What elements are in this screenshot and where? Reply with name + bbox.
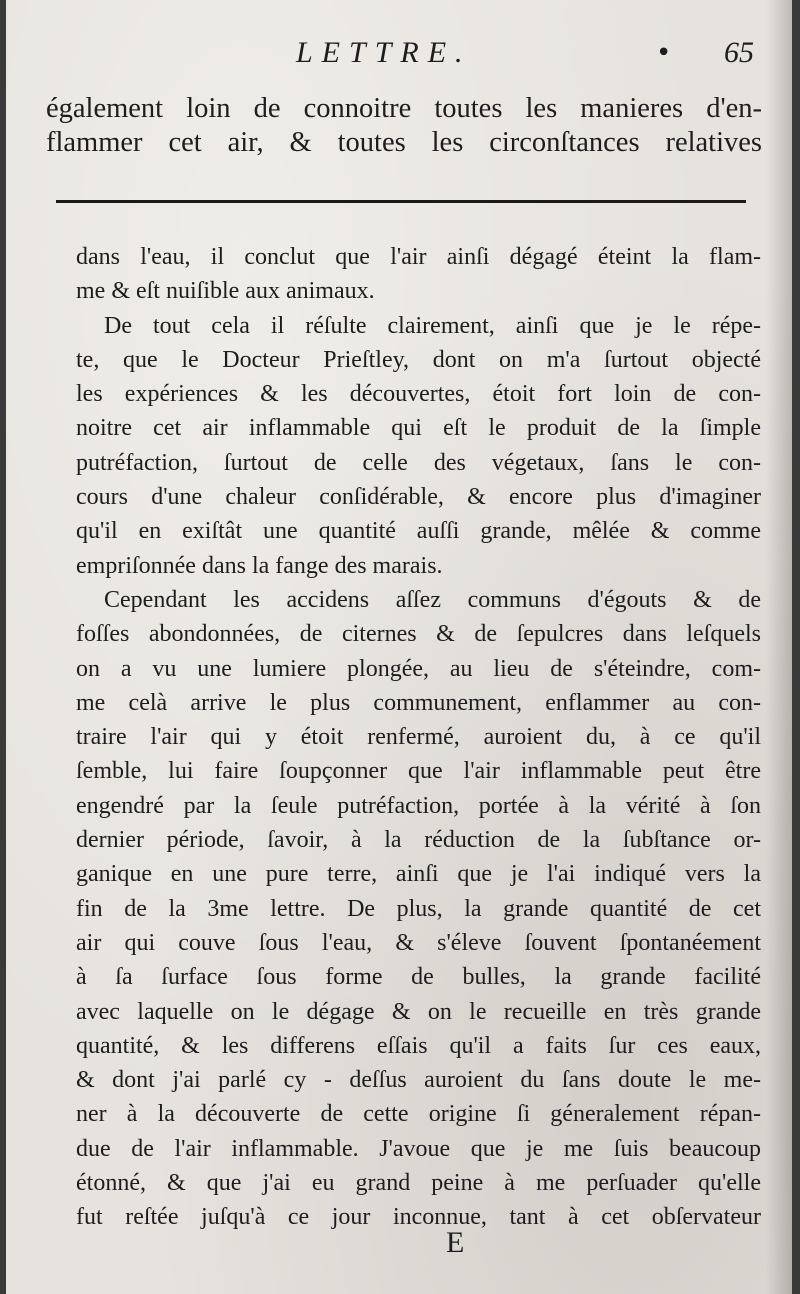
- text-line: empriſonnée dans la fange des marais.: [76, 552, 443, 579]
- text-line: dernier période, ſavoir, à la réduction de la ſubſtance or-: [76, 827, 761, 854]
- text-line: me & eſt nuiſible aux animaux.: [76, 278, 375, 305]
- text-line: étonné, & que j'ai eu grand peine à me perſuader qu'elle: [76, 1170, 761, 1197]
- running-title: LETTRE.: [296, 36, 472, 69]
- horizontal-rule: [56, 200, 746, 203]
- text-line: on a vu une lumiere plongée, au lieu de s'éteindre, com-: [76, 655, 761, 682]
- page-edge-shadow: [766, 0, 792, 1294]
- body-text: [76, 240, 761, 1235]
- text-line: traire l'air qui y étoit renfermé, auroient du, à ce qu'il: [76, 724, 761, 751]
- paragraph: [76, 240, 761, 309]
- text-line: & dont j'ai parlé cy - deſſus auroient du ſans doute le me-: [76, 1067, 761, 1094]
- text-line: noitre cet air inflammable qui eſt le produit de la ſimple: [76, 415, 761, 442]
- text-line: me celà arrive le plus communement, enflammer au con-: [76, 689, 761, 716]
- running-head-dot: •: [656, 38, 672, 68]
- overflow-lines: [46, 92, 762, 160]
- text-line: putréfaction, ſurtout de celle des végetaux, ſans le con-: [76, 449, 761, 476]
- text-line: ganique en une pure terre, ainſi que je l'ai indiqué vers la: [76, 861, 761, 888]
- paragraph: [76, 583, 761, 1235]
- text-line: te, que le Docteur Prieſtley, dont on m'a ſurtout objecté: [76, 346, 761, 373]
- text-line: dans l'eau, il conclut que l'air ainſi dégagé éteint la flam-: [76, 244, 761, 270]
- text-line: fut reſtée juſqu'à ce jour inconnue, tant à cet obſervateur: [76, 1204, 761, 1231]
- text-line: engendré par la ſeule putréfaction, portée à la vérité à ſon: [76, 792, 761, 819]
- text-line: avec laquelle on le dégage & on le recueille en très grande: [76, 998, 761, 1025]
- signature-mark: E: [446, 1226, 465, 1259]
- text-line: ſemble, lui faire ſoupçonner que l'air inflammable peut être: [76, 758, 761, 785]
- text-line: également loin de connoitre toutes les manieres d'en-: [46, 93, 762, 124]
- paragraph: [76, 309, 761, 583]
- text-line: De tout cela il réſulte clairement, ainſi que je le répe-: [104, 312, 761, 339]
- text-line: air qui couve ſous l'eau, & s'éleve ſouvent ſpontanéement: [76, 929, 761, 956]
- text-line: due de l'air inflammable. J'avoue que je me ſuis beaucoup: [76, 1135, 761, 1162]
- page-number: 65: [724, 36, 754, 69]
- text-line: ner à la découverte de cette origine ſi géneralement répan-: [76, 1101, 761, 1128]
- text-line: flammer cet air, & toutes les circonſtances relatives: [46, 127, 762, 158]
- text-line: les expériences & les découvertes, étoit fort loin de con-: [76, 381, 761, 408]
- running-head: [6, 36, 792, 76]
- text-line: fin de la 3me lettre. De plus, la grande quantité de cet: [76, 895, 761, 922]
- book-page: [6, 0, 792, 1294]
- text-line: qu'il en exiſtât une quantité auſſi grande, mêlée & comme: [76, 518, 761, 545]
- text-line: Cependant les accidens aſſez communs d'égouts & de: [104, 586, 761, 613]
- text-line: cours d'une chaleur conſidérable, & encore plus d'imaginer: [76, 484, 761, 511]
- text-line: foſſes abondonnées, de citernes & de ſepulcres dans leſquels: [76, 621, 761, 648]
- text-line: à ſa ſurface ſous forme de bulles, la grande facilité: [76, 964, 761, 991]
- text-line: quantité, & les differens eſſais qu'il a faits ſur ces eaux,: [76, 1032, 761, 1059]
